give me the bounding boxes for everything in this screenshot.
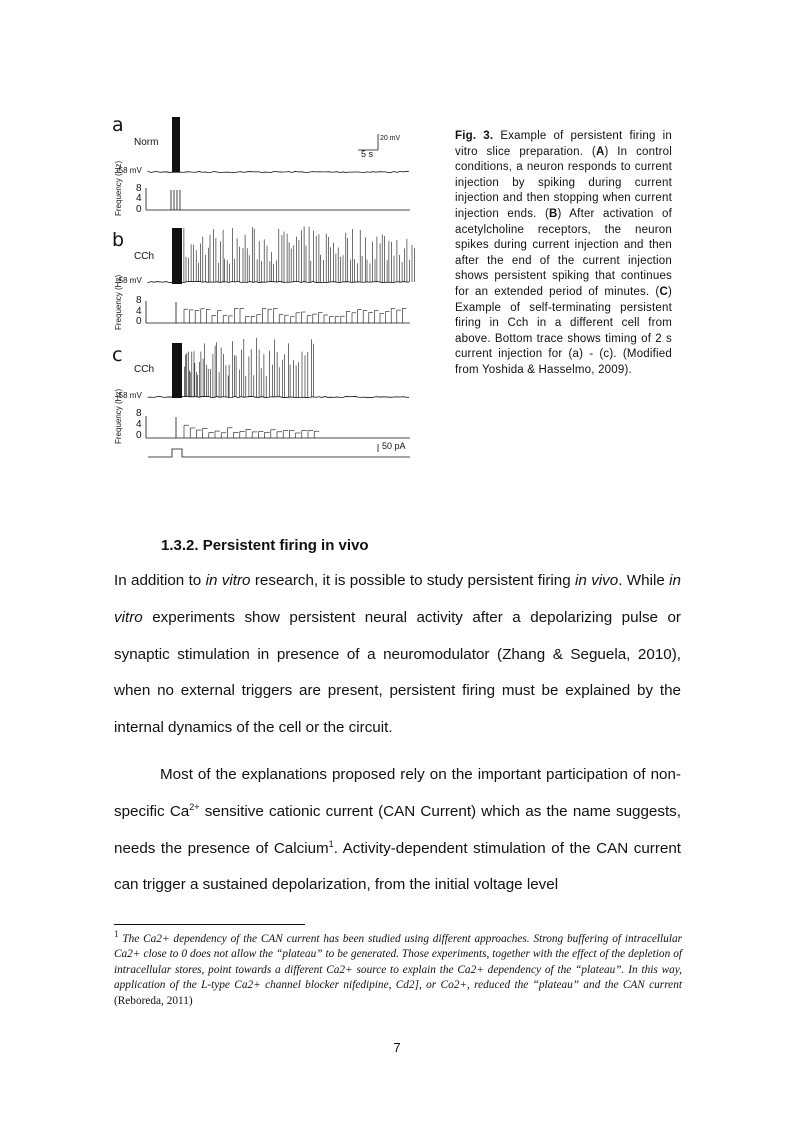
- section-heading: 1.3.2. Persistent firing in vivo: [161, 537, 369, 554]
- paragraph-1: In addition to in vitro research, it is possible to study persistent firing in vivo. While in vitro experiments show persistent neural activity after a depolarizing pulse or synaptic stimulation in presence of a neuromodulator (Zhang & Seguela, 2010), when no external triggers are present, persistent firing must be explained by the internal dynamics of the cell or the circuit.: [114, 572, 681, 737]
- panel-c-tick-0: 0: [136, 430, 142, 441]
- figure-caption: Fig. 3. Example of persistent firing in vitro slice preparation. (A) In control conditions, a neuron responds to current injection by spiking during current injection and then stopping when current injection ends. (B) After activation of acetylcholine receptors, the neuron spikes during current injection and then after the end of the current injection shows persistent spiking that continues for an extended period of minutes. (C) Example of self-terminating persistent firing in Cch in a different cell from above. Bottom trace shows timing of 2 s current injection for (a) - (c). (Modified from Yoshida & Hasselmo, 2009).: [455, 130, 672, 376]
- panel-b-tick-0: 0: [136, 316, 142, 327]
- scale-current: 50 pA: [382, 441, 406, 451]
- panel-a-tick-8: 8: [136, 183, 142, 194]
- paragraph-2: Most of the explanations proposed rely on the important participation of non-specific $Ca^{2+}$ sensitive cationic current (CAN Current) which as the name suggests, needs the presence of Calcium$^1$. Activity-dependent stimulation of the CAN current can trigger a sustained depolarization, from the initial voltage level: [114, 766, 681, 894]
- panel-a-resting-potential: -58 mV: [116, 166, 142, 175]
- panel-a-voltage-trace: [148, 171, 409, 172]
- panel-a-frequency-label: Frequency (Hz): [114, 160, 123, 216]
- panel-c-condition: CCh: [134, 364, 155, 375]
- panel-letter-a: a: [112, 114, 124, 136]
- panel-a-condition: Norm: [134, 137, 159, 148]
- panel-b-tick-4: 4: [136, 306, 142, 317]
- figure-traces: [108, 110, 420, 465]
- panel-c-tick-8: 8: [136, 408, 142, 419]
- page-number: 7: [393, 1040, 401, 1055]
- panel-c-resting-potential: -58 mV: [116, 391, 142, 400]
- panel-letter-b: b: [112, 229, 125, 251]
- panel-b-frequency-label: Frequency (Hz): [114, 274, 123, 330]
- scale-voltage: 20 mV: [380, 135, 401, 142]
- panel-a-burst: [172, 117, 180, 172]
- panel-letter-c: c: [112, 344, 123, 366]
- panel-a-tick-4: 4: [136, 193, 142, 204]
- current-injection-trace: [148, 449, 410, 457]
- panel-c-burst: [172, 343, 182, 398]
- footnote: $^1$ The Ca2+ dependency of the CAN current has been studied using different approaches. Strong buffering of intracellular Ca2+ close to 0 does not allow the “plateau” to be generated. Those experiments, together with the effect of the depletion of intracellular stores, point towards a different Ca2+ source to explain the Ca2+ dependency of the “plateau”. In this way, application of the L-type Ca2+ channel blocker nifedipine, Cd2], or Co2+, reduced the “plateau” and the CAN current (Reboreda, 2011): [114, 929, 682, 1007]
- figure-3: [108, 110, 420, 465]
- panel-b-condition: CCh: [134, 251, 155, 262]
- panel-c-frequency-label: Frequency (Hz): [114, 388, 123, 444]
- panel-b-burst: [172, 228, 182, 284]
- panel-c-voltage-trace: [148, 396, 409, 397]
- footnote-reference[interactable]: 1: [328, 838, 334, 849]
- scale-time: 5 s: [361, 149, 374, 159]
- panel-a-tick-0: 0: [136, 204, 142, 215]
- panel-b-resting-potential: -58 mV: [116, 276, 142, 285]
- panel-c-tick-4: 4: [136, 419, 142, 430]
- panel-b-tick-8: 8: [136, 295, 142, 306]
- footnote-rule: [114, 924, 305, 925]
- caption-label: Fig. 3.: [455, 130, 494, 142]
